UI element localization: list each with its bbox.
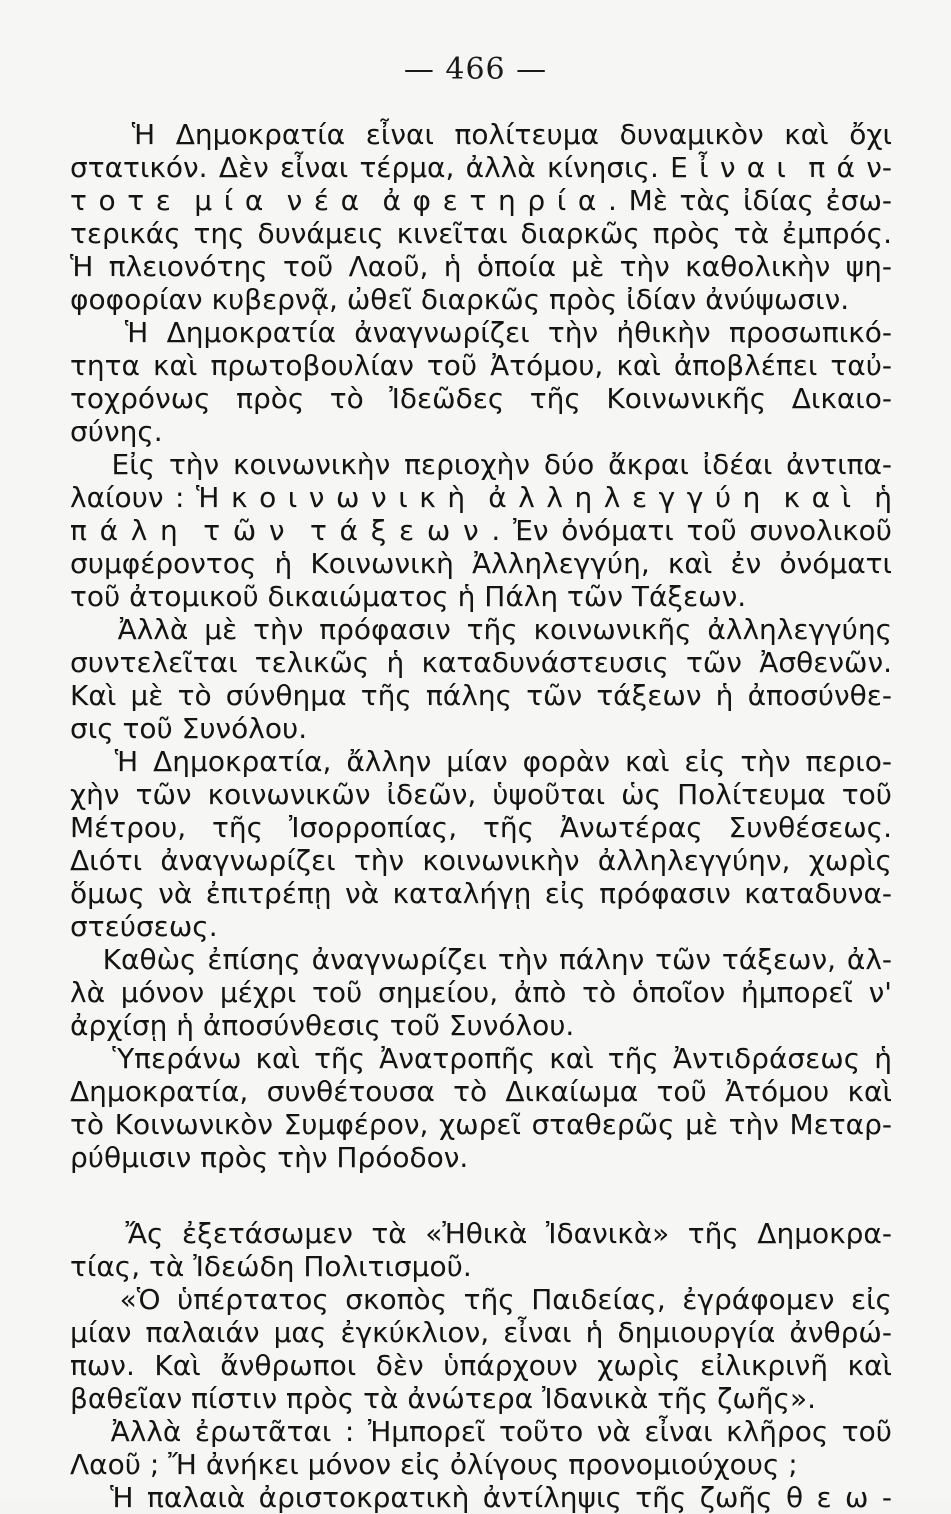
text-line: τερικάς της δυνάμεις κινεῖται διαρκῶς πρὸς τὰ ἐμπρός.: [70, 217, 892, 250]
text-line: Εἰς τὴν κοινωνικὴν περιοχὴν δύο ἄκραι ἰδέαι ἀντιπα-: [70, 448, 892, 481]
text-line: συντελεῖται τελικῶς ἡ καταδυνάστευσις τῶν Ἀσθενῶν.: [70, 646, 892, 679]
text-line: «Ὁ ὑπέρτατος σκοπὸς τῆς Παιδείας, ἐγράφομεν εἰς: [70, 1283, 892, 1316]
text-line: Ἀλλὰ ἐρωτᾶται : Ἠμπορεῖ τοῦτο νὰ εἶναι κλῆρος τοῦ: [70, 1415, 892, 1448]
text-line: Ἡ Δημοκρατία εἶναι πολίτευμα δυναμικὸν καὶ ὄχι: [70, 118, 892, 151]
text-line: μίαν παλαιάν μας ἐγκύκλιον, εἶναι ἡ δημιουργία ἀνθρώ-: [70, 1316, 892, 1349]
text-line: τοχρόνως πρὸς τὸ Ἰδεῶδες τῆς Κοινωνικῆς Δικαιο-: [70, 382, 892, 415]
text-line: ἀρχίσῃ ἡ ἀποσύνθεσις τοῦ Συνόλου.: [70, 1009, 575, 1042]
text-line: ὅμως νὰ ἐπιτρέπῃ νὰ καταλήγῃ εἰς πρόφασιν καταδυνα-: [70, 877, 892, 910]
text-line: τ ο τ ε μ ί α ν έ α ἀ φ ε τ η ρ ί α . Μὲ τὰς ἰδίας ἐσω-: [70, 184, 892, 217]
text-line: Ἄς ἐξετάσωμεν τὰ «Ἠθικὰ Ἰδανικὰ» τῆς Δημοκρα-: [70, 1217, 892, 1250]
section-gap: [70, 1174, 892, 1217]
paragraph: [70, 1217, 892, 1283]
paragraph: [70, 1283, 892, 1415]
text-line: ρύθμισιν πρὸς τὴν Πρόοδον.: [70, 1141, 469, 1174]
paragraph: [70, 1415, 892, 1481]
text-line: συμφέροντος ἡ Κοινωνικὴ Ἀλληλεγγύη, καὶ ἐν ὀνόματι: [70, 547, 892, 580]
paragraph: [70, 613, 892, 745]
text-line: σις τοῦ Συνόλου.: [70, 712, 308, 745]
text-line: Λαοῦ ; Ἤ ἀνήκει μόνον εἰς ὀλίγους προνομιούχους ;: [70, 1448, 798, 1481]
text-line: σύνης.: [70, 415, 163, 448]
text-line: Ἡ παλαιὰ ἀριστοκρατικὴ ἀντίληψις τῆς ζωῆς θ ε ω -: [70, 1481, 892, 1514]
text-line: Διότι ἀναγνωρίζει τὴν κοινωνικὴν ἀλληλεγγύην, χωρὶς: [70, 844, 892, 877]
paragraph: [70, 118, 892, 316]
text-line: Δημοκρατία, συνθέτουσα τὸ Δικαίωμα τοῦ Ἀτόμου καὶ: [70, 1075, 892, 1108]
text-line: τητα καὶ πρωτοβουλίαν τοῦ Ἀτόμου, καὶ ἀποβλέπει ταὐ-: [70, 349, 892, 382]
text-line: χὴν τῶν κοινωνικῶν ἰδεῶν, ὑψοῦται ὡς Πολίτευμα τοῦ: [70, 778, 892, 811]
text-line: Ἀλλὰ μὲ τὴν πρόφασιν τῆς κοινωνικῆς ἀλληλεγγύης: [70, 613, 892, 646]
paragraph: [70, 448, 892, 613]
paragraph: [70, 316, 892, 448]
text-line: Καθὼς ἐπίσης ἀναγνωρίζει τὴν πάλην τῶν τάξεων, ἀλ-: [70, 943, 892, 976]
paragraph: [70, 1481, 892, 1514]
text-line: Καὶ μὲ τὸ σύνθημα τῆς πάλης τῶν τάξεων ἡ ἀποσύνθε-: [70, 679, 892, 712]
text-line: φοφορίαν κυβερνᾷ, ὠθεῖ διαρκῶς πρὸς ἰδίαν ἀνύψωσιν.: [70, 283, 850, 316]
body-text: [70, 118, 892, 1514]
text-line: Ὑπεράνω καὶ τῆς Ἀνατροπῆς καὶ τῆς Ἀντιδράσεως ἡ: [70, 1042, 892, 1075]
paragraph: [70, 943, 892, 1042]
text-line: λὰ μόνον μέχρι τοῦ σημείου, ἀπὸ τὸ ὁποῖον ἠμπορεῖ ν': [70, 976, 892, 1009]
text-line: τίας, τὰ Ἰδεώδη Πολιτισμοῦ.: [70, 1250, 472, 1283]
paragraph: [70, 745, 892, 943]
text-line: τοῦ ἀτομικοῦ δικαιώματος ἡ Πάλη τῶν Τάξεων.: [70, 580, 747, 613]
text-line: Ἡ Δημοκρατία, ἄλλην μίαν φορὰν καὶ εἰς τὴν περιο-: [70, 745, 892, 778]
text-line: Μέτρου, τῆς Ἰσορροπίας, τῆς Ἀνωτέρας Συνθέσεως.: [70, 811, 892, 844]
text-line: στεύσεως.: [70, 910, 218, 943]
text-line: Ἡ Δημοκρατία ἀναγνωρίζει τὴν ἠθικὴν προσωπικό-: [70, 316, 892, 349]
text-line: βαθεῖαν πίστιν πρὸς τὰ ἀνώτερα Ἰδανικὰ τῆς ζωῆς».: [70, 1382, 817, 1415]
page-number: — 466 —: [403, 52, 548, 87]
text-line: στατικόν. Δὲν εἶναι τέρμα, ἀλλὰ κίνησις. Ε ἶ ν α ι π ά ν-: [70, 151, 892, 184]
text-line: π ά λ η τ ῶ ν τ ά ξ ε ω ν . Ἐν ὀνόματι τοῦ συνολικοῦ: [70, 514, 892, 547]
text-line: λαίουν : Ἡ κ ο ι ν ω ν ι κ ὴ ἀ λ λ η λ ε γ γ ύ η κ α ὶ ἡ: [70, 481, 892, 514]
paragraph: [70, 1042, 892, 1174]
text-line: Ἡ πλειονότης τοῦ Λαοῦ, ἡ ὁποία μὲ τὴν καθολικὴν ψη-: [70, 250, 892, 283]
text-line: πων. Καὶ ἄνθρωποι δὲν ὑπάρχουν χωρὶς εἰλικρινῆ καὶ: [70, 1349, 892, 1382]
text-line: τὸ Κοινωνικὸν Συμφέρον, χωρεῖ σταθερῶς μὲ τὴν Μεταρ-: [70, 1108, 892, 1141]
